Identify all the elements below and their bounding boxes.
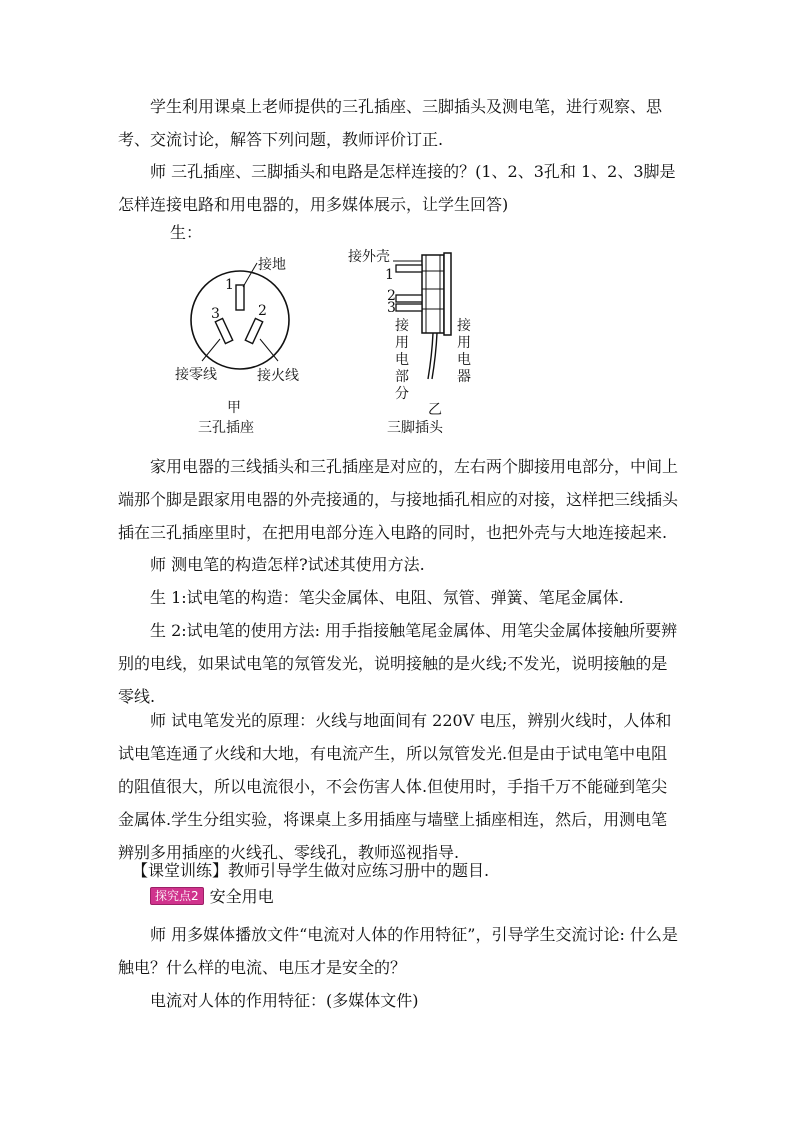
section-title: 安全用电 bbox=[209, 887, 274, 906]
paragraph-current-effects: 电流对人体的作用特征：(多媒体文件) bbox=[150, 991, 419, 1010]
label-power-part: 接用电部分 bbox=[395, 318, 409, 402]
label-neutral-wire: 接零线 bbox=[175, 367, 217, 383]
paragraph-plug-explanation: 家用电器的三线插头和三孔插座是对应的，左右两个脚接用电部分，中间上端那个脚是跟家用电器的外壳接通的，与接地插孔相应的对接，这样把三线插头插在三孔插座里时，在把用电部分连入电路的同时，也把外壳与大地连接起来. bbox=[118, 457, 679, 542]
paragraph-teacher-principle: 师 试电笔发光的原理：火线与地面间有 220V 电压，辨别火线时，人体和试电笔连通了火线和大地，有电流产生，所以氖管发光.但是由于试电笔中电阻的阻值很大，所以电流很小，不会伤害人体.但使用时，手指千万不能碰到笔尖金属体.学生分组实验，将课桌上多用插座与墙壁上插座相连，然后，用测电笔辨别多用插座的火线孔、零线孔，教师巡视指导. bbox=[118, 711, 672, 862]
ground-leader bbox=[243, 263, 257, 287]
figure-b-caption: 三脚插头 bbox=[387, 420, 443, 436]
paragraph-observation: 学生利用课桌上老师提供的三孔插座、三脚插头及测电笔，进行观察、思考、交流讨论，解答下列问题，教师评价订正. bbox=[118, 97, 663, 149]
paragraph-student2: 生 2:试电笔的使用方法: 用手指接触笔尾金属体、用笔尖金属体接触所要辨别的电线，如果试电笔的氖管发光，说明接触的是火线;不发光，说明接触的是零线. bbox=[118, 621, 678, 706]
ground-hole bbox=[236, 285, 244, 310]
label-ground: 接地 bbox=[258, 257, 286, 273]
neutral-leader bbox=[202, 339, 220, 361]
pin-2 bbox=[396, 295, 422, 302]
socket-num-3: 3 bbox=[211, 306, 220, 322]
socket-num-1: 1 bbox=[225, 277, 234, 293]
section-heading bbox=[150, 886, 274, 908]
figure-b-letter: 乙 bbox=[428, 402, 442, 418]
label-live-wire: 接火线 bbox=[257, 368, 299, 384]
plug-cable bbox=[428, 333, 433, 379]
paragraph-teacher-question-pen: 师 测电笔的构造怎样?试述其使用方法. bbox=[150, 555, 425, 574]
pin-1 bbox=[396, 265, 422, 272]
plug-back-plate bbox=[444, 253, 451, 335]
plug-body bbox=[422, 255, 444, 333]
label-appliance: 接用电器 bbox=[457, 318, 471, 385]
paragraph-teacher-question-sockets: 师 三孔插座、三脚插头和电路是怎样连接的？(1、2、3孔和 1、2、3脚是怎样连接电路和用电器的，用多媒体展示，让学生回答) bbox=[118, 162, 676, 214]
paragraph-student1: 生 1:试电笔的构造：笔尖金属体、电阻、氖管、弹簧、笔尾金属体. bbox=[150, 588, 624, 607]
label-shell: 接外壳 bbox=[348, 249, 390, 265]
figure-a-caption: 三孔插座 bbox=[198, 420, 254, 436]
paragraph-teacher-media: 师 用多媒体播放文件“电流对人体的作用特征”，引导学生交流讨论: 什么是触电？什么样的电流、电压才是安全的？ bbox=[118, 925, 678, 977]
plug-num-3: 3 bbox=[387, 300, 396, 316]
socket-num-2: 2 bbox=[258, 303, 267, 319]
figure-a-letter: 甲 bbox=[227, 400, 241, 416]
paragraph-classroom-training: 【课堂训练】教师引导学生做对应练习册中的题目. bbox=[132, 861, 490, 880]
student-answer-label: 生： bbox=[170, 223, 203, 242]
pin-3 bbox=[396, 304, 422, 311]
plug-num-1: 1 bbox=[385, 267, 394, 283]
live-leader bbox=[260, 339, 278, 361]
explore-point-tag: 探究点2 bbox=[150, 887, 204, 905]
plug-num-2: 2 bbox=[387, 288, 396, 304]
